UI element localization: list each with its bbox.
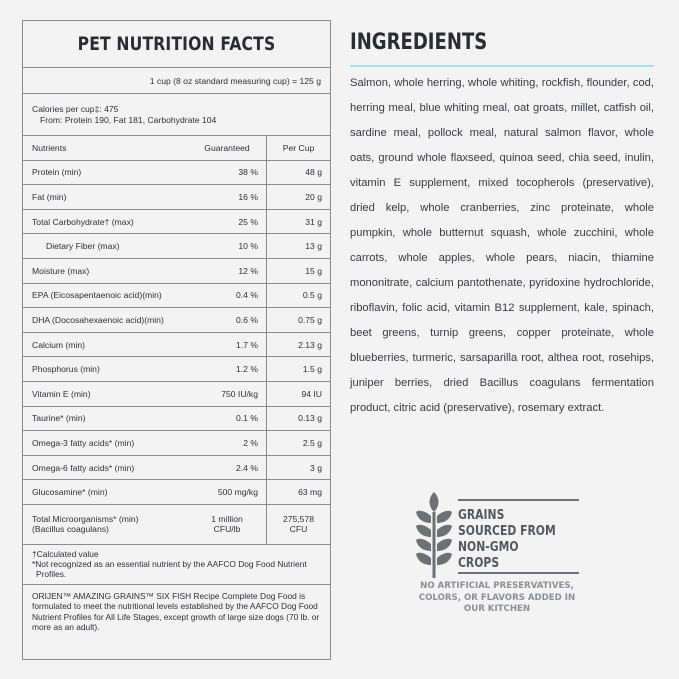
micro-guaranteed-line2: CFU/lb	[213, 524, 241, 535]
ingredients-title: INGREDIENTS	[350, 30, 488, 55]
nutrient-guaranteed: 2.4 %	[188, 455, 267, 480]
header-per-cup: Per Cup	[267, 136, 331, 161]
nutrient-guaranteed: 10 %	[188, 234, 267, 259]
header-nutrients: Nutrients	[23, 136, 188, 161]
badge-text	[458, 507, 562, 571]
wheat-icon	[414, 490, 454, 580]
nutrient-name: DHA (Docosahexaenoic acid)(min)	[23, 308, 188, 333]
table-row	[23, 185, 330, 210]
nutrient-name: Vitamin E (min)	[23, 381, 188, 406]
nutrient-per-cup: 0.75 g	[267, 308, 331, 333]
table-row	[23, 357, 330, 382]
nutrient-guaranteed: 500 mg/kg	[188, 480, 267, 505]
table-row	[23, 332, 330, 357]
nutrient-guaranteed: 750 IU/kg	[188, 381, 267, 406]
footnote-aafco: *Not recognized as an essential nutrient by the AAFCO Dog Food Nutrient Profiles.	[32, 558, 307, 579]
nutrient-per-cup: 13 g	[267, 234, 331, 259]
table-row	[23, 381, 330, 406]
table-row	[23, 308, 330, 333]
nutrient-guaranteed: 25 %	[188, 209, 267, 234]
nutrient-per-cup	[267, 504, 331, 544]
calories-from: From: Protein 190, Fat 181, Carbohydrate 104	[40, 115, 217, 125]
micro-guaranteed-line1: 1 million	[211, 514, 243, 525]
table-row	[23, 234, 330, 259]
nutrient-name: Phosphorus (min)	[23, 357, 188, 382]
table-row	[23, 258, 330, 283]
nutrient-name: Calcium (min)	[23, 332, 188, 357]
nutrient-name: Fat (min)	[23, 185, 188, 210]
nutrient-guaranteed: 16 %	[188, 185, 267, 210]
nutrient-name: Taurine* (min)	[23, 406, 188, 431]
nutrient-guaranteed: 38 %	[188, 160, 267, 185]
table-row-microorganisms	[23, 504, 330, 544]
nutrient-name	[23, 504, 188, 544]
nutrient-name: Glucosamine* (min)	[23, 480, 188, 505]
nutrient-name: Dietary Fiber (max)	[23, 234, 188, 259]
nutrient-name: Omega-6 fatty acids* (min)	[23, 455, 188, 480]
micro-per-cup-line1: 275,578	[282, 514, 315, 525]
table-row	[23, 480, 330, 505]
nutrition-facts-panel	[22, 20, 331, 660]
nutrient-name: EPA (Eicosapentaenoic acid)(min)	[23, 283, 188, 308]
nutrients-table	[23, 135, 330, 544]
nutrient-guaranteed: 1.7 %	[188, 332, 267, 357]
badge-bottom-rule	[458, 572, 579, 574]
table-row	[23, 209, 330, 234]
footnote-calculated: †Calculated value	[32, 548, 99, 559]
header-guaranteed: Guaranteed	[188, 136, 267, 161]
nutrient-per-cup: 3 g	[267, 455, 331, 480]
nutrient-per-cup: 1.5 g	[267, 357, 331, 382]
nutrient-per-cup: 15 g	[267, 258, 331, 283]
footnotes	[23, 544, 330, 584]
nutrition-title: PET NUTRITION FACTS	[77, 33, 276, 55]
table-row	[23, 160, 330, 185]
nutrient-guaranteed: 1.2 %	[188, 357, 267, 382]
badge-line2: SOURCED FROM	[458, 523, 556, 539]
nutrient-name: Total Carbohydrate† (max)	[23, 209, 188, 234]
badge-line3: NON-GMO CROPS	[458, 539, 519, 571]
nutrient-name: Omega-3 fatty acids* (min)	[23, 431, 188, 456]
nutrient-per-cup: 31 g	[267, 209, 331, 234]
calories-per-cup: Calories per cup‡: 475	[32, 104, 119, 114]
table-row	[23, 455, 330, 480]
table-row	[23, 431, 330, 456]
nutrient-per-cup: 2.13 g	[267, 332, 331, 357]
nutrient-per-cup: 0.13 g	[267, 406, 331, 431]
table-row	[23, 406, 330, 431]
nutrient-per-cup: 94 IU	[267, 381, 331, 406]
nutrient-per-cup: 63 mg	[267, 480, 331, 505]
badge-top-rule	[458, 499, 579, 501]
calories-block	[23, 93, 330, 135]
nutrient-guaranteed: 0.6 %	[188, 308, 267, 333]
nutrient-guaranteed: 2 %	[188, 431, 267, 456]
nutrient-name: Moisture (max)	[23, 258, 188, 283]
table-row	[23, 283, 330, 308]
nutrient-per-cup: 2.5 g	[267, 431, 331, 456]
micro-name-line1: Total Microorganisms* (min)	[32, 514, 139, 525]
serving-size: 1 cup (8 oz standard measuring cup) = 125 g	[23, 67, 330, 93]
nutrient-per-cup: 0.5 g	[267, 283, 331, 308]
micro-name-line2: (Bacillus coagulans)	[32, 524, 109, 535]
ingredients-list: Salmon, whole herring, whole whiting, rockfish, flounder, cod, herring meal, blue whiting meal, oat groats, millet, catfish oil, sardine meal, pollock meal, natural salmon flavor, whole oats, ground whole flaxseed, quinoa seed, chia seed, inulin, vitamin E supplement, mixed tocopherols (preservative), dried kelp, whole cranberries, zinc proteinate, whole pumpkin, whole butternut squash, whole zucchini, whole carrots, whole apples, whole pears, niacin, thiamine mononitrate, calcium pantothenate, pyridoxine hydrochloride, riboflavin, folic acid, vitamin B12 supplement, kale, spinach, beet greens, turnip greens, copper proteinate, whole blueberries, turmeric, sarsaparilla root, althea root, rosehips, juniper berries, dried Bacillus coagulans fermentation product, citric acid (preservative), rosemary extract.	[350, 77, 654, 414]
nutrients-header-row	[23, 136, 330, 161]
badge-subtext: NO ARTIFICIAL PRESERVATIVES, COLORS, OR FLAVORS ADDED IN OUR KITCHEN	[418, 581, 576, 614]
nutrient-guaranteed: 0.4 %	[188, 283, 267, 308]
nutrient-guaranteed	[188, 504, 267, 544]
ingredients-divider	[350, 65, 654, 67]
micro-per-cup-line2: CFU	[289, 524, 308, 535]
nutrient-name: Protein (min)	[23, 160, 188, 185]
nutrient-per-cup: 20 g	[267, 185, 331, 210]
nutrient-per-cup: 48 g	[267, 160, 331, 185]
badge-line1: GRAINS	[458, 507, 505, 523]
aafco-statement: ORIJEN™ AMAZING GRAINS™ SIX FISH Recipe Complete Dog Food is formulated to meet the nutritional levels established by the AAFCO Dog Food Nutrient Profiles for All Life Stages, except growth of large size dogs (70 lb. or more as an adult).	[23, 584, 330, 639]
nutrient-guaranteed: 0.1 %	[188, 406, 267, 431]
nutrient-guaranteed: 12 %	[188, 258, 267, 283]
